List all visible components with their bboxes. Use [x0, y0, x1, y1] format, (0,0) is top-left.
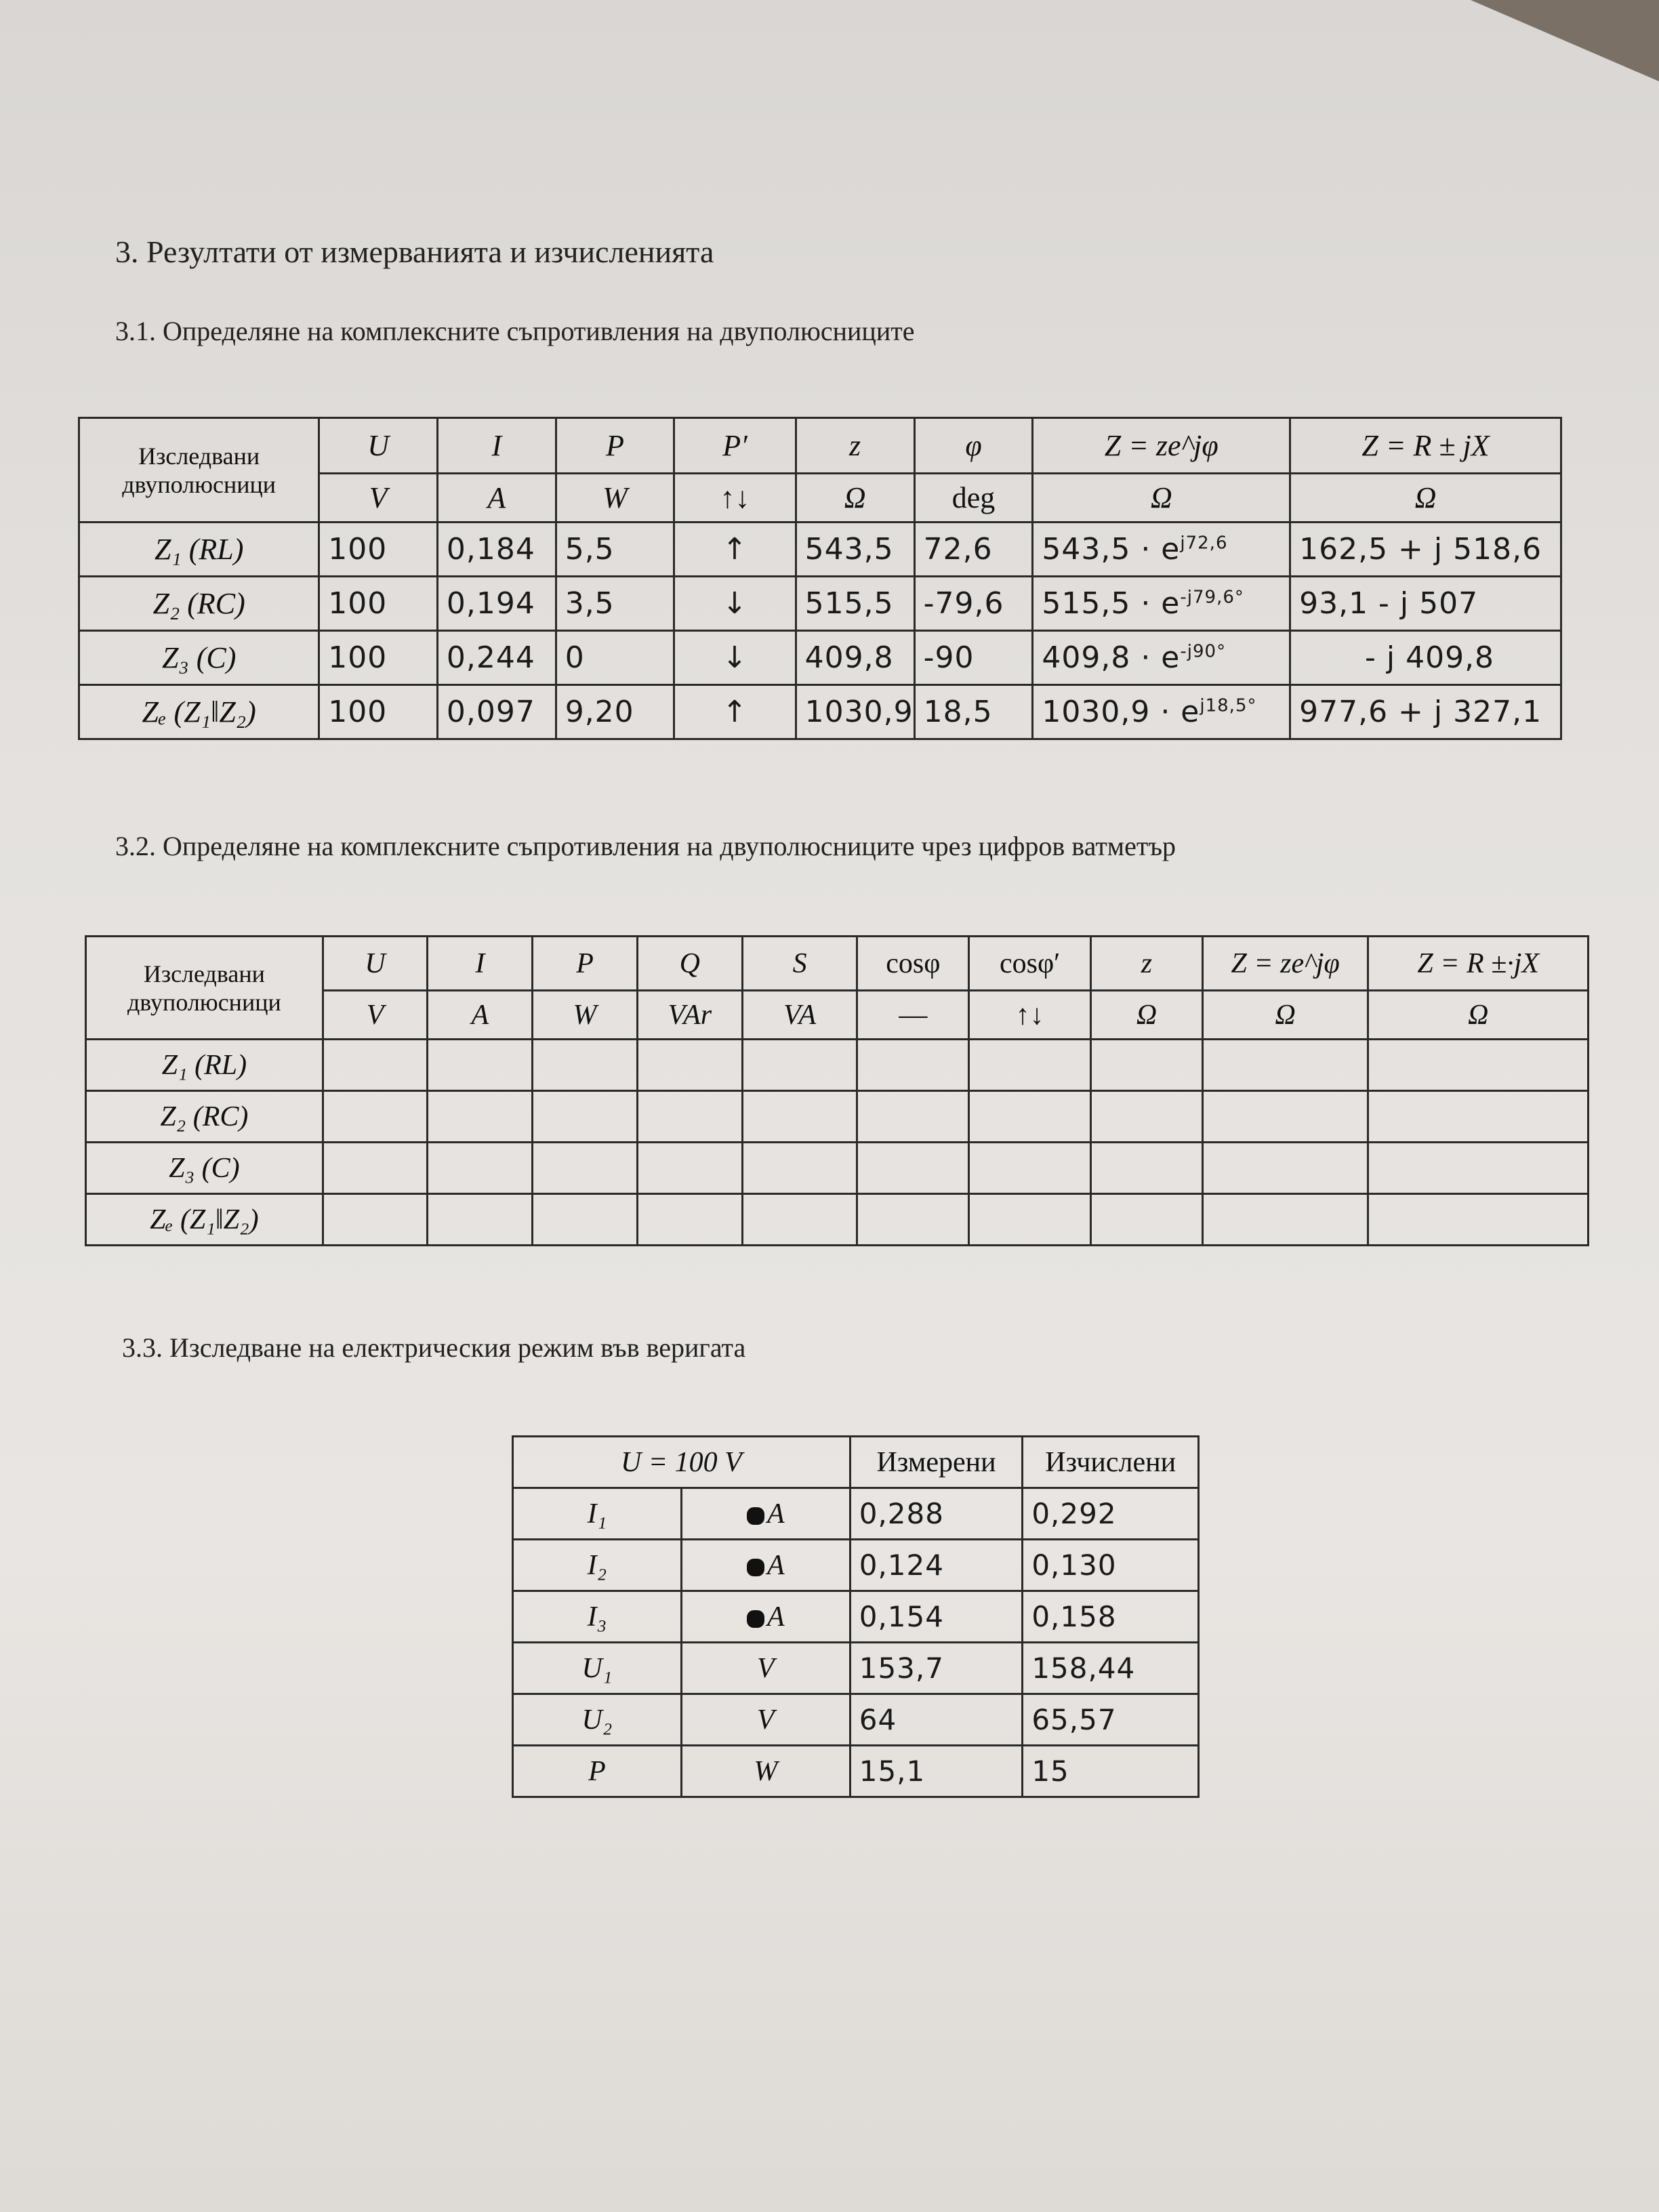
t1-row-name: Z₃ (C) [79, 631, 319, 685]
t1-header-I: I [437, 418, 556, 474]
t1-exp-power: j18,5° [1200, 695, 1257, 716]
t3-unit: A [766, 1601, 785, 1633]
t2-row-name: Z₁ (RL) [86, 1040, 323, 1091]
t1-first-col-header: Изследвани двуполюсници [79, 418, 319, 523]
t3-measured: 15,1 [850, 1746, 1023, 1797]
t1-cell-P: 3,5 [556, 577, 674, 631]
t2-unit-P: W [533, 991, 638, 1040]
table-row [513, 1746, 1199, 1797]
table-row [79, 577, 1561, 631]
t1-exp-base: 543,5 · e [1042, 532, 1181, 567]
t3-calculated: 0,292 [1023, 1488, 1199, 1540]
t1-cell-U: 100 [319, 685, 438, 739]
table-row [86, 1040, 1589, 1091]
t1-header-Z-exp: Z = ze^jφ [1033, 418, 1290, 474]
t1-cell-Z-alg: 977,6 + j 327,1 [1290, 685, 1561, 739]
t1-cell-P: 0 [556, 631, 674, 685]
t3-unit: V [681, 1643, 850, 1694]
t1-cell-I: 0,184 [437, 523, 556, 577]
t1-cell-phi: 18,5 [914, 685, 1033, 739]
t3-qty: U₂ [513, 1694, 682, 1746]
t1-unit-z: Ω [796, 474, 914, 523]
t1-cell-Z-exp [1033, 523, 1290, 577]
table-row [86, 1091, 1589, 1143]
t1-header-P: P [556, 418, 674, 474]
t1-header-z: z [796, 418, 914, 474]
t3-voltage-header: U = 100 V [513, 1437, 851, 1488]
t1-cell-phi: 72,6 [914, 523, 1033, 577]
t3-calculated: 158,44 [1023, 1643, 1199, 1694]
table-row [513, 1488, 1199, 1540]
t3-calculated: 0,130 [1023, 1540, 1199, 1591]
t1-exp-power: -j79,6° [1180, 587, 1244, 608]
t3-unit: A [766, 1498, 785, 1530]
t1-cell-z: 515,5 [796, 577, 914, 631]
t2-header-P: P [533, 937, 638, 991]
circuit-table [512, 1435, 1200, 1798]
t1-cell-z: 1030,9 [796, 685, 914, 739]
t1-cell-phi: -79,6 [914, 577, 1033, 631]
t3-unit: V [681, 1694, 850, 1746]
t3-measured-header: Измерени [850, 1437, 1023, 1488]
t1-cell-z: 543,5 [796, 523, 914, 577]
t3-calculated: 15 [1023, 1746, 1199, 1797]
table-row [513, 1540, 1199, 1591]
t1-cell-I: 0,097 [437, 685, 556, 739]
t1-exp-base: 515,5 · e [1042, 586, 1181, 621]
t1-exp-power: j72,6 [1180, 533, 1228, 554]
t2-row-name: Z₃ (C) [86, 1143, 323, 1194]
section-3-title: 3. Резултати от измерванията и изчисленията [115, 234, 714, 269]
t1-cell-U: 100 [319, 631, 438, 685]
table-row [79, 685, 1561, 739]
t1-row-name: Z₂ (RC) [79, 577, 319, 631]
t1-cell-Pprime: ↓ [674, 577, 796, 631]
section-3-3-title: 3.3. Изследване на електрическия режим във веригата [122, 1332, 746, 1363]
table-row [86, 1194, 1589, 1246]
t1-header-Pprime: P′ [674, 418, 796, 474]
t2-header-Z-alg: Z = R ±·jX [1368, 937, 1589, 991]
t3-measured: 64 [850, 1694, 1023, 1746]
t3-calculated: 65,57 [1023, 1694, 1199, 1746]
t1-unit-phi: deg [914, 474, 1033, 523]
t2-header-U: U [323, 937, 428, 991]
t3-measured: 0,124 [850, 1540, 1023, 1591]
t1-cell-Pprime: ↑ [674, 523, 796, 577]
t2-header-Z-exp: Z = ze^jφ [1202, 937, 1368, 991]
section-3-1-title: 3.1. Определяне на комплексните съпротивления на двуполюсниците [115, 316, 915, 346]
table-row [513, 1643, 1199, 1694]
t1-unit-Pprime: ↑↓ [674, 474, 796, 523]
table-row [513, 1591, 1199, 1643]
t2-unit-I: A [428, 991, 533, 1040]
t1-cell-Z-alg: - j 409,8 [1290, 631, 1561, 685]
t1-cell-Pprime: ↓ [674, 631, 796, 685]
t3-unit: W [681, 1746, 850, 1797]
t2-header-cosphi: cosφ [857, 937, 969, 991]
t2-unit-z: Ω [1091, 991, 1203, 1040]
t1-cell-Pprime: ↑ [674, 685, 796, 739]
t1-exp-power: -j90° [1180, 641, 1227, 662]
table-row [79, 631, 1561, 685]
t2-unit-Q: VAr [637, 991, 742, 1040]
t1-cell-U: 100 [319, 523, 438, 577]
t3-measured: 0,288 [850, 1488, 1023, 1540]
t1-cell-Z-alg: 93,1 - j 507 [1290, 577, 1561, 631]
t1-cell-U: 100 [319, 577, 438, 631]
t1-cell-z: 409,8 [796, 631, 914, 685]
t2-unit-cosphi: — [857, 991, 969, 1040]
t2-unit-Z-alg: Ω [1368, 991, 1589, 1040]
section-3-2-title: 3.2. Определяне на комплексните съпротивления на двуполюсниците чрез цифров ватметър [115, 831, 1176, 861]
t1-unit-Z-alg: Ω [1290, 474, 1561, 523]
t1-unit-U: V [319, 474, 438, 523]
t1-cell-phi: -90 [914, 631, 1033, 685]
t1-header-phi: φ [914, 418, 1033, 474]
t1-cell-I: 0,244 [437, 631, 556, 685]
t1-exp-base: 409,8 · e [1042, 640, 1181, 675]
t2-header-Q: Q [637, 937, 742, 991]
t1-cell-Z-exp [1033, 685, 1290, 739]
t3-calculated-header: Изчислени [1023, 1437, 1199, 1488]
table-row [79, 523, 1561, 577]
t3-calculated: 0,158 [1023, 1591, 1199, 1643]
t2-unit-U: V [323, 991, 428, 1040]
ink-blot [747, 1507, 764, 1525]
t1-cell-I: 0,194 [437, 577, 556, 631]
t1-row-name: Z₁ (RL) [79, 523, 319, 577]
t3-measured: 153,7 [850, 1643, 1023, 1694]
t2-unit-Z-exp: Ω [1202, 991, 1368, 1040]
t3-qty: U₁ [513, 1643, 682, 1694]
t2-unit-S: VA [742, 991, 857, 1040]
t1-cell-P: 9,20 [556, 685, 674, 739]
t3-measured: 0,154 [850, 1591, 1023, 1643]
t1-exp-base: 1030,9 · e [1042, 695, 1200, 729]
t2-header-z: z [1091, 937, 1203, 991]
t2-unit-cosphi-prime: ↑↓ [969, 991, 1091, 1040]
t2-row-name: Zₑ (Z₁‖Z₂) [86, 1194, 323, 1246]
table-row [86, 1143, 1589, 1194]
t1-unit-Z-exp: Ω [1033, 474, 1290, 523]
table-row [513, 1694, 1199, 1746]
t1-cell-Z-exp [1033, 577, 1290, 631]
ink-blot [747, 1559, 764, 1576]
t1-cell-Z-alg: 162,5 + j 518,6 [1290, 523, 1561, 577]
t2-header-S: S [742, 937, 857, 991]
t2-first-col-header: Изследвани двуполюсници [86, 937, 323, 1040]
t2-header-I: I [428, 937, 533, 991]
t1-unit-I: A [437, 474, 556, 523]
t1-header-U: U [319, 418, 438, 474]
t3-qty: P [513, 1746, 682, 1797]
t2-row-name: Z₂ (RC) [86, 1091, 323, 1143]
ink-blot [747, 1610, 764, 1628]
t3-qty: I₁ [513, 1488, 682, 1540]
t2-header-cosphi-prime: cosφ′ [969, 937, 1091, 991]
t1-unit-P: W [556, 474, 674, 523]
t1-cell-Z-exp [1033, 631, 1290, 685]
t1-row-name: Zₑ (Z₁‖Z₂) [79, 685, 319, 739]
t3-unit: A [766, 1549, 785, 1581]
t1-cell-P: 5,5 [556, 523, 674, 577]
t3-qty: I₂ [513, 1540, 682, 1591]
t1-header-Z-alg: Z = R ± jX [1290, 418, 1561, 474]
impedance-table [78, 417, 1562, 740]
t3-qty: I₃ [513, 1591, 682, 1643]
wattmeter-table [85, 935, 1589, 1246]
